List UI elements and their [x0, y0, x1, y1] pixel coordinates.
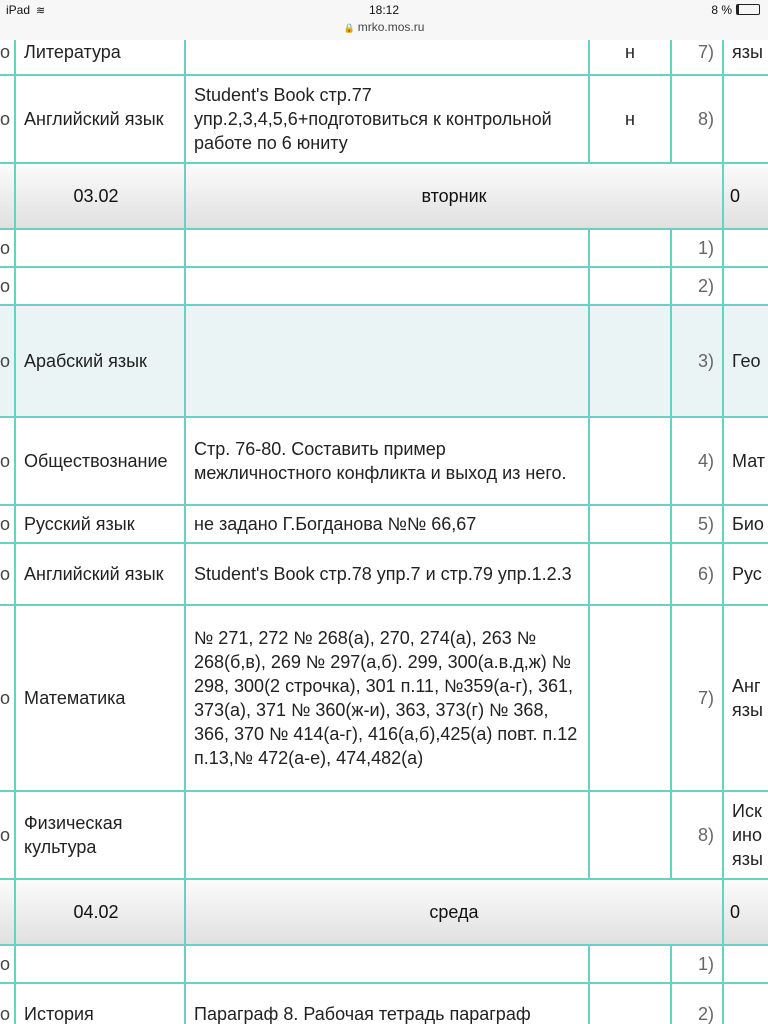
subject-cell: Обществознание — [15, 417, 185, 505]
header-spacer — [0, 163, 15, 229]
battery-icon — [736, 4, 760, 15]
row-marker: o — [0, 945, 15, 983]
lesson-number: 6) — [671, 543, 723, 605]
mark-cell — [589, 543, 671, 605]
subject-cell: История — [15, 983, 185, 1024]
lesson-number: 4) — [671, 417, 723, 505]
homework-cell — [185, 40, 589, 75]
next-day-subject: Рус — [723, 543, 768, 605]
next-day-subject — [723, 229, 768, 267]
subject-cell: Английский язык — [15, 75, 185, 163]
next-day-subject — [723, 605, 768, 791]
homework-cell: № 271, 272 № 268(а), 270, 274(а), 263 № 268(б,в), 269 № 297(а,б). 299, 300(а.в.д,ж) № 298, 300(2 строчка), 301 п.11, №359(а-г), 361, 373(а), 371 № 360(ж-и), 363, 373(г) № 368, 366, 370 № 414(а-г), 416(а,б),425(а) повт. п.12 п.13,№ 472(а-е), 474,482(а) — [185, 605, 589, 791]
page-content[interactable] — [0, 40, 768, 1024]
day-weekday: среда — [185, 879, 723, 945]
mark-cell — [589, 945, 671, 983]
mark-cell — [589, 605, 671, 791]
row-marker: o — [0, 983, 15, 1024]
lesson-number: 1) — [671, 945, 723, 983]
status-bar — [0, 0, 768, 20]
mark-cell — [589, 791, 671, 879]
next-day-line: ино — [732, 825, 763, 845]
subject-cell — [15, 229, 185, 267]
row-marker: o — [0, 605, 15, 791]
lesson-number: 3) — [671, 305, 723, 417]
mark-cell — [589, 983, 671, 1024]
day-date: 03.02 — [15, 163, 185, 229]
next-day-subject: Гео — [723, 305, 768, 417]
subject-cell — [15, 267, 185, 305]
table-row — [0, 417, 768, 505]
homework-cell — [185, 267, 589, 305]
next-day-subject: Био — [723, 505, 768, 543]
url-text: mrko.mos.ru — [357, 20, 425, 34]
subject-cell: Арабский язык — [15, 305, 185, 417]
homework-cell — [185, 945, 589, 983]
next-day-date: 0 — [723, 163, 768, 229]
mark-cell — [589, 505, 671, 543]
device-label: iPad ≋ — [6, 3, 46, 17]
row-marker: o — [0, 40, 15, 75]
next-day-subject — [723, 945, 768, 983]
mark-cell: н — [589, 40, 671, 75]
subject-cell: Литература — [15, 40, 185, 75]
table-row — [0, 791, 768, 879]
homework-cell — [185, 229, 589, 267]
homework-cell — [185, 305, 589, 417]
subject-cell: Английский язык — [15, 543, 185, 605]
table-row — [0, 543, 768, 605]
next-day-line: Анг — [732, 676, 761, 696]
mark-cell — [589, 267, 671, 305]
homework-cell: Стр. 76-80. Составить пример межличностного конфликта и выход из него. — [185, 417, 589, 505]
next-day-date: 0 — [723, 879, 768, 945]
schedule-table — [0, 40, 768, 1024]
table-row — [0, 505, 768, 543]
mark-cell: н — [589, 75, 671, 163]
row-marker: o — [0, 505, 15, 543]
homework-cell: не задано Г.Богданова №№ 66,67 — [185, 505, 589, 543]
lesson-number: 1) — [671, 229, 723, 267]
subject-cell: Математика — [15, 605, 185, 791]
next-day-line: язы — [732, 849, 763, 869]
mark-cell — [589, 229, 671, 267]
table-row — [0, 983, 768, 1024]
table-row — [0, 40, 768, 75]
lesson-number: 7) — [671, 605, 723, 791]
row-marker: o — [0, 417, 15, 505]
mark-cell — [589, 417, 671, 505]
row-marker: o — [0, 305, 15, 417]
address-bar[interactable] — [0, 20, 768, 40]
homework-cell: Параграф 8. Рабочая тетрадь параграф — [185, 983, 589, 1024]
table-row — [0, 75, 768, 163]
next-day-subject — [723, 791, 768, 879]
next-day-subject — [723, 267, 768, 305]
table-row — [0, 229, 768, 267]
subject-cell: Русский язык — [15, 505, 185, 543]
mark-cell — [589, 305, 671, 417]
next-day-subject — [723, 983, 768, 1024]
lesson-number: 8) — [671, 791, 723, 879]
lesson-number: 2) — [671, 267, 723, 305]
battery-indicator: 8 % — [711, 3, 760, 17]
day-weekday: вторник — [185, 163, 723, 229]
lesson-number: 2) — [671, 983, 723, 1024]
lesson-number: 8) — [671, 75, 723, 163]
header-spacer — [0, 879, 15, 945]
next-day-subject — [723, 75, 768, 163]
next-day-line: Иск — [732, 801, 762, 821]
subject-cell: Физическая культура — [15, 791, 185, 879]
lesson-number: 7) — [671, 40, 723, 75]
next-day-line: язы — [732, 700, 763, 720]
next-day-subject: язы — [723, 40, 768, 75]
wifi-icon: ≋ — [36, 5, 46, 17]
table-row — [0, 945, 768, 983]
day-date: 04.02 — [15, 879, 185, 945]
day-header-row — [0, 879, 768, 945]
homework-cell: Student's Book стр.78 упр.7 и стр.79 упр.1.2.3 — [185, 543, 589, 605]
lock-icon: 🔒 — [343, 23, 355, 33]
table-row — [0, 605, 768, 791]
row-marker: o — [0, 267, 15, 305]
row-marker: o — [0, 75, 15, 163]
day-header-row — [0, 163, 768, 229]
lesson-number: 5) — [671, 505, 723, 543]
clock: 18:12 — [368, 3, 400, 17]
next-day-subject: Мат — [723, 417, 768, 505]
homework-cell: Student's Book стр.77 упр.2,3,4,5,6+подготовиться к контрольной работе по 6 юниту — [185, 75, 589, 163]
row-marker: o — [0, 543, 15, 605]
table-row — [0, 305, 768, 417]
row-marker: o — [0, 229, 15, 267]
subject-cell — [15, 945, 185, 983]
row-marker: o — [0, 791, 15, 879]
table-row — [0, 267, 768, 305]
homework-cell — [185, 791, 589, 879]
